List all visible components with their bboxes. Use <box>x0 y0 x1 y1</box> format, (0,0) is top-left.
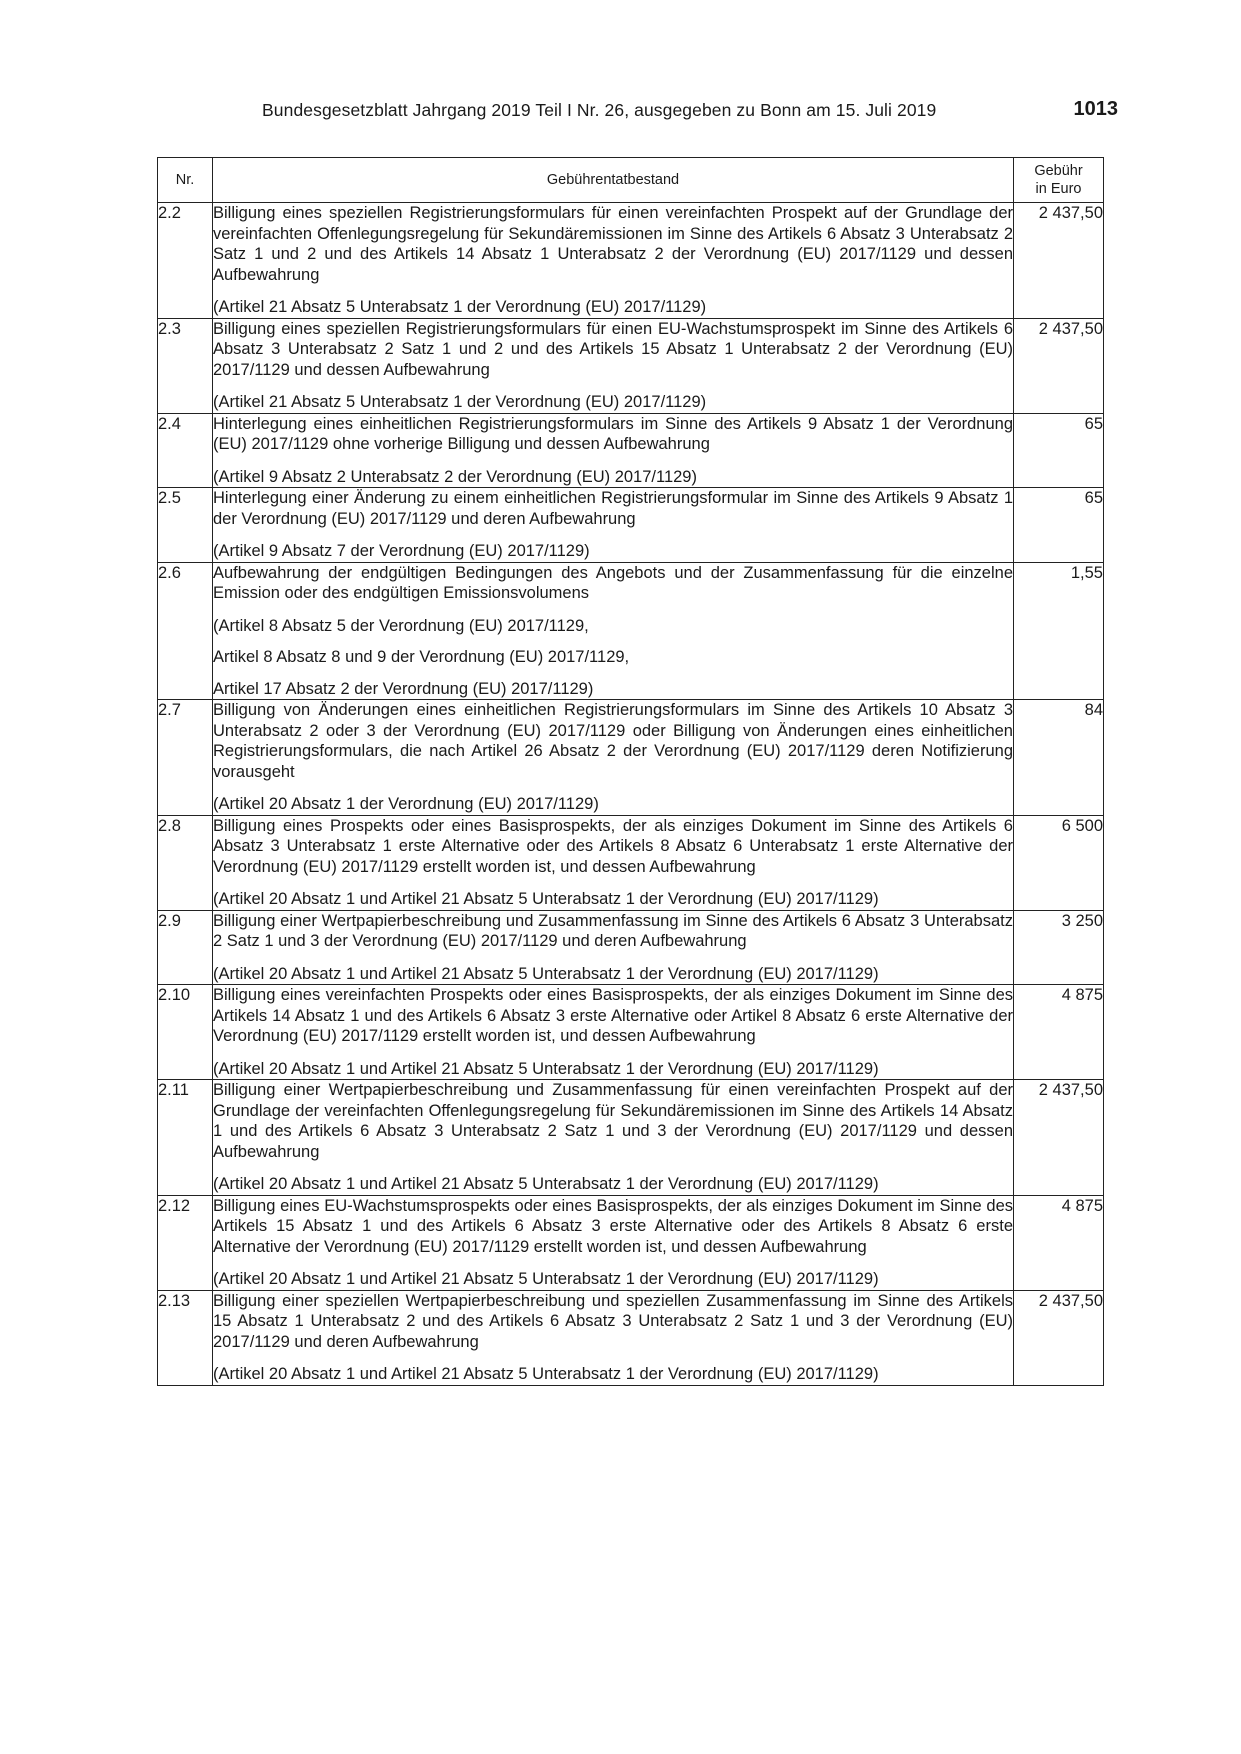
fee-amount: 2 437,50 <box>1014 318 1104 413</box>
table-row <box>158 562 1104 700</box>
legal-reference: (Artikel 20 Absatz 1 und Artikel 21 Absatz 5 Unterabsatz 1 der Verordnung (EU) 2017/1129) <box>213 890 879 908</box>
column-header-fee-line2: in Euro <box>1035 181 1082 197</box>
fee-description-text: Billigung einer Wertpapierbeschreibung und Zusammenfassung für einen vereinfachten Prospekt auf der Grundlage der vereinfachten Offenlegungsregelung für Sekundäremissionen im Sinne des Artikels 14 Absatz 1 und des Artikels 6 Absatz 3 Unterabsatz 2 Satz 1 und 3 der Verordnung (EU) 2017/1129 und dessen Aufbewahrung <box>213 1081 1013 1161</box>
fee-description-text: Billigung eines speziellen Registrierungsformulars für einen vereinfachten Prospekt auf der Grundlage der vereinfachten Offenlegungsregelung für Sekundäremissionen im Sinne des Artikels 6 Absatz 3 Unterabsatz 2 Satz 1 und 2 und des Artikels 14 Absatz 1 Unterabsatz 2 der Verordnung (EU) 2017/1129 und dessen Aufbewahrung <box>213 204 1013 284</box>
column-header-nr: Nr. <box>158 158 213 203</box>
legal-reference: (Artikel 20 Absatz 1 und Artikel 21 Absatz 5 Unterabsatz 1 der Verordnung (EU) 2017/1129) <box>213 1270 879 1288</box>
table-row <box>158 910 1104 985</box>
legal-reference: (Artikel 20 Absatz 1 der Verordnung (EU) 2017/1129) <box>213 795 599 813</box>
fee-amount: 1,55 <box>1014 562 1104 700</box>
fee-description-text: Billigung eines speziellen Registrierungsformulars für einen EU-Wachstumsprospekt im Sinne des Artikels 6 Absatz 3 Unterabsatz 2 Satz 1 und 2 und des Artikels 15 Absatz 1 Unterabsatz 2 der Verordnung (EU) 2017/1129 und dessen Aufbewahrung <box>213 319 1013 379</box>
table-row <box>158 985 1104 1080</box>
row-description <box>213 910 1014 985</box>
legal-reference: (Artikel 9 Absatz 7 der Verordnung (EU) 2017/1129) <box>213 542 590 560</box>
row-number: 2.12 <box>158 1195 213 1290</box>
row-number: 2.2 <box>158 203 213 319</box>
table-row <box>158 488 1104 563</box>
fee-amount: 65 <box>1014 488 1104 563</box>
table-row <box>158 413 1104 488</box>
table-header-row <box>158 158 1104 203</box>
fee-amount: 2 437,50 <box>1014 1080 1104 1196</box>
fee-description-text: Billigung eines vereinfachten Prospekts oder eines Basisprospekts, der als einziges Dokument im Sinne des Artikels 14 Absatz 1 und des Artikels 6 Absatz 3 erste Alternative oder Artikel 8 Absatz 6 erste Alternative der Verordnung (EU) 2017/1129 erstellt worden ist, und dessen Aufbewahrung <box>213 986 1013 1045</box>
fee-schedule-table <box>157 157 1104 1386</box>
legal-reference: (Artikel 9 Absatz 2 Unterabsatz 2 der Verordnung (EU) 2017/1129) <box>213 467 697 486</box>
row-description <box>213 203 1014 319</box>
row-number: 2.13 <box>158 1290 213 1385</box>
fee-description-text: Aufbewahrung der endgültigen Bedingungen des Angebots und der Zusammenfassung für die einzelne Emission oder des endgültigen Emissionsvolumens <box>213 563 1013 602</box>
fee-rows <box>158 203 1104 1386</box>
fee-amount: 4 875 <box>1014 1195 1104 1290</box>
row-description <box>213 1195 1014 1290</box>
legal-reference: (Artikel 20 Absatz 1 und Artikel 21 Absatz 5 Unterabsatz 1 der Verordnung (EU) 2017/1129) <box>213 1059 879 1078</box>
running-header: Bundesgesetzblatt Jahrgang 2019 Teil I Nr. 26, ausgegeben zu Bonn am 15. Juli 2019 <box>262 100 937 120</box>
row-description <box>213 815 1014 910</box>
page-number: 1013 <box>1073 98 1118 120</box>
legal-reference: (Artikel 21 Absatz 5 Unterabsatz 1 der Verordnung (EU) 2017/1129) <box>213 393 707 411</box>
legal-reference: (Artikel 20 Absatz 1 und Artikel 21 Absatz 5 Unterabsatz 1 der Verordnung (EU) 2017/1129) <box>213 1365 879 1383</box>
fee-description-text: Hinterlegung einer Änderung zu einem einheitlichen Registrierungsformular im Sinne des Artikels 9 Absatz 1 der Verordnung (EU) 2017/1129 und deren Aufbewahrung <box>213 489 1013 528</box>
fee-amount: 84 <box>1014 700 1104 816</box>
row-number: 2.7 <box>158 700 213 816</box>
row-description <box>213 1080 1014 1196</box>
row-description <box>213 700 1014 816</box>
table-row <box>158 318 1104 413</box>
legal-reference: Artikel 17 Absatz 2 der Verordnung (EU) 2017/1129) <box>213 679 594 698</box>
row-description <box>213 1290 1014 1385</box>
fee-amount: 6 500 <box>1014 815 1104 910</box>
legal-reference: (Artikel 21 Absatz 5 Unterabsatz 1 der Verordnung (EU) 2017/1129) <box>213 298 707 316</box>
fee-description-text: Billigung eines EU-Wachstumsprospekts oder eines Basisprospekts, der als einziges Dokument im Sinne des Artikels 15 Absatz 1 und des Artikels 6 Absatz 3 erste Alternative oder des Artikels 8 Absatz 6 erste Alternative der Verordnung (EU) 2017/1129 erstellt worden ist, und dessen Aufbewahrung <box>213 1196 1013 1256</box>
row-description <box>213 413 1014 488</box>
column-header-fee-line1: Gebühr <box>1034 163 1083 179</box>
row-number: 2.9 <box>158 910 213 985</box>
fee-description-text: Billigung einer Wertpapierbeschreibung und Zusammenfassung im Sinne des Artikels 6 Absatz 3 Unterabsatz 2 Satz 1 und 3 der Verordnung (EU) 2017/1129 und deren Aufbewahrung <box>213 911 1013 950</box>
legal-reference: (Artikel 8 Absatz 5 der Verordnung (EU) 2017/1129, <box>213 616 589 635</box>
row-number: 2.3 <box>158 318 213 413</box>
column-header-fee <box>1014 158 1104 203</box>
column-header-description: Gebührentatbestand <box>213 158 1014 203</box>
table-row <box>158 1080 1104 1196</box>
table-row <box>158 203 1104 319</box>
row-number: 2.4 <box>158 413 213 488</box>
fee-description-text: Hinterlegung eines einheitlichen Registrierungsformulars im Sinne des Artikels 9 Absatz 1 der Verordnung (EU) 2017/1129 ohne vorherige Billigung und dessen Aufbewahrung <box>213 414 1013 453</box>
fee-description-text: Billigung eines Prospekts oder eines Basisprospekts, der als einziges Dokument im Sinne des Artikels 6 Absatz 3 Unterabsatz 1 erste Alternative oder des Artikels 8 Absatz 6 Unterabsatz 1 erste Alternative der Verordnung (EU) 2017/1129 erstellt worden ist, und dessen Aufbewahrung <box>213 816 1013 876</box>
table-row <box>158 1195 1104 1290</box>
fee-amount: 4 875 <box>1014 985 1104 1080</box>
legal-reference: (Artikel 20 Absatz 1 und Artikel 21 Absatz 5 Unterabsatz 1 der Verordnung (EU) 2017/1129) <box>213 964 879 983</box>
fee-description-text: Billigung einer speziellen Wertpapierbeschreibung und speziellen Zusammenfassung im Sinne des Artikels 15 Absatz 1 Unterabsatz 2 und des Artikels 6 Absatz 3 Unterabsatz 2 Satz 1 und 3 der Verordnung (EU) 2017/1129 und deren Aufbewahrung <box>213 1291 1013 1351</box>
table-row <box>158 1290 1104 1385</box>
row-number: 2.8 <box>158 815 213 910</box>
row-number: 2.10 <box>158 985 213 1080</box>
table-row <box>158 700 1104 816</box>
row-number: 2.5 <box>158 488 213 563</box>
fee-amount: 2 437,50 <box>1014 203 1104 319</box>
fee-description-text: Billigung von Änderungen eines einheitlichen Registrierungsformulars im Sinne des Artikels 10 Absatz 3 Unterabsatz 2 oder 3 der Verordnung (EU) 2017/1129 oder Billigung von Änderungen eines einheitlichen Registrierungsformulars, die nach Artikel 26 Absatz 2 der Verordnung (EU) 2017/1129 deren Notifizierung vorausgeht <box>213 701 1013 781</box>
row-description <box>213 985 1014 1080</box>
row-description <box>213 488 1014 563</box>
row-description <box>213 318 1014 413</box>
fee-amount: 3 250 <box>1014 910 1104 985</box>
legal-reference: Artikel 8 Absatz 8 und 9 der Verordnung (EU) 2017/1129, <box>213 648 630 666</box>
row-number: 2.11 <box>158 1080 213 1196</box>
row-number: 2.6 <box>158 562 213 700</box>
legal-reference: (Artikel 20 Absatz 1 und Artikel 21 Absatz 5 Unterabsatz 1 der Verordnung (EU) 2017/1129) <box>213 1175 879 1193</box>
fee-amount: 2 437,50 <box>1014 1290 1104 1385</box>
row-description <box>213 562 1014 700</box>
table-row <box>158 815 1104 910</box>
fee-amount: 65 <box>1014 413 1104 488</box>
